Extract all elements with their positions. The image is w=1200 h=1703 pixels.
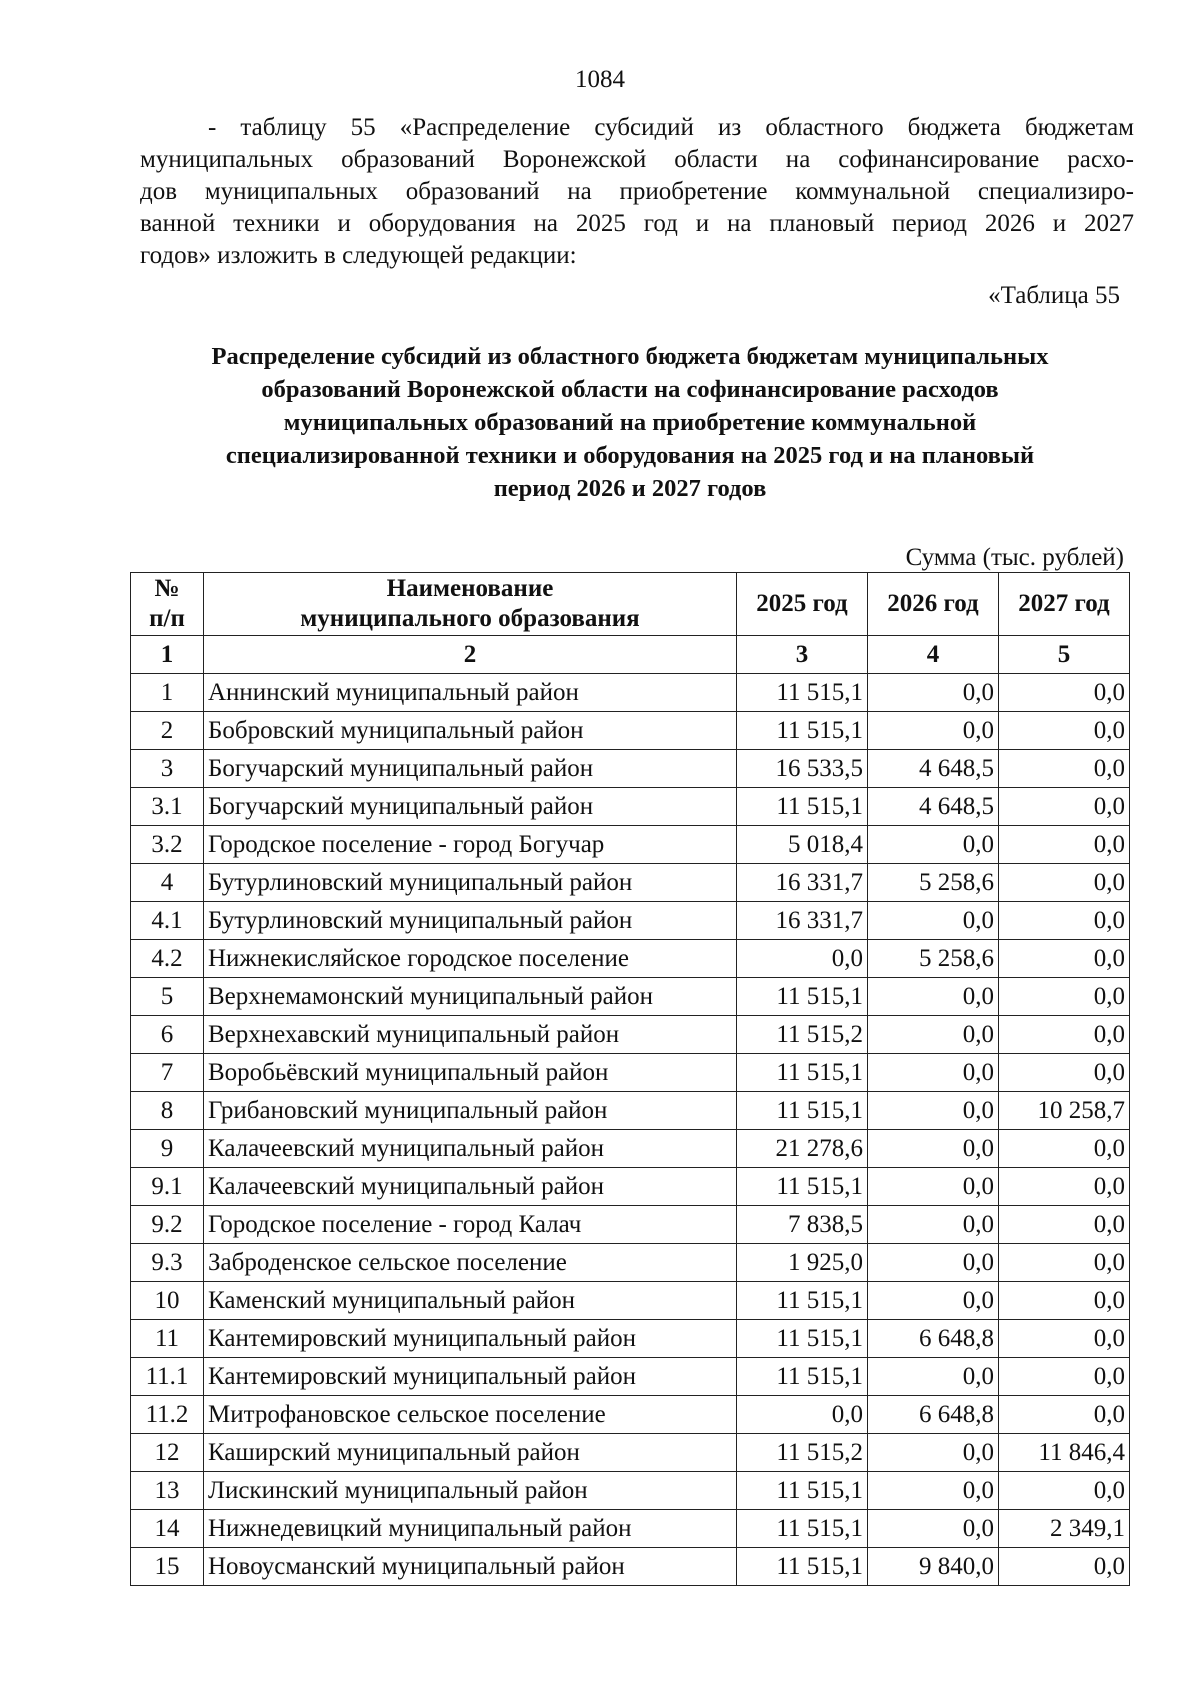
column-index: 2: [204, 636, 737, 674]
municipality-name-cell: Аннинский муниципальный район: [204, 674, 737, 712]
municipality-name-cell: Каширский муниципальный район: [204, 1434, 737, 1472]
subsidy-table: [130, 572, 1130, 1586]
row-number-cell: 10: [131, 1282, 204, 1320]
amount-2027-cell: 2 349,1: [999, 1510, 1130, 1548]
amount-2026-cell: 0,0: [868, 1016, 999, 1054]
municipality-name-cell: Каменский муниципальный район: [204, 1282, 737, 1320]
amount-2026-cell: 5 258,6: [868, 864, 999, 902]
amount-2026-cell: 0,0: [868, 1358, 999, 1396]
column-index: 1: [131, 636, 204, 674]
amount-2025-cell: 21 278,6: [737, 1130, 868, 1168]
municipality-name-cell: Верхнехавский муниципальный район: [204, 1016, 737, 1054]
amount-2025-cell: 11 515,2: [737, 1434, 868, 1472]
header-name-line2: муниципального образования: [300, 605, 640, 632]
table-row: [131, 750, 1130, 788]
amount-2026-cell: 0,0: [868, 1472, 999, 1510]
amount-2027-cell: 0,0: [999, 1130, 1130, 1168]
amount-2025-cell: 5 018,4: [737, 826, 868, 864]
table-row: [131, 1206, 1130, 1244]
municipality-name-cell: Митрофановское сельское поселение: [204, 1396, 737, 1434]
municipality-name-cell: Верхнемамонский муниципальный район: [204, 978, 737, 1016]
table-row: [131, 978, 1130, 1016]
column-index-row: [131, 636, 1130, 674]
row-number-cell: 2: [131, 712, 204, 750]
amount-2025-cell: 11 515,1: [737, 674, 868, 712]
table-row: [131, 1510, 1130, 1548]
amount-2027-cell: 0,0: [999, 712, 1130, 750]
header-2027: 2027 год: [999, 573, 1130, 636]
header-2025: 2025 год: [737, 573, 868, 636]
amount-2026-cell: 5 258,6: [868, 940, 999, 978]
row-number-cell: 15: [131, 1548, 204, 1586]
amount-2027-cell: 0,0: [999, 1396, 1130, 1434]
row-number-cell: 9: [131, 1130, 204, 1168]
municipality-name-cell: Бутурлиновский муниципальный район: [204, 902, 737, 940]
row-number-cell: 6: [131, 1016, 204, 1054]
amount-2027-cell: 0,0: [999, 826, 1130, 864]
row-number-cell: 4.2: [131, 940, 204, 978]
municipality-name-cell: Городское поселение - город Калач: [204, 1206, 737, 1244]
amount-2026-cell: 0,0: [868, 712, 999, 750]
amount-2025-cell: 11 515,1: [737, 712, 868, 750]
amount-2025-cell: 16 331,7: [737, 902, 868, 940]
row-number-cell: 11.1: [131, 1358, 204, 1396]
municipality-name-cell: Воробьёвский муниципальный район: [204, 1054, 737, 1092]
municipality-name-cell: Калачеевский муниципальный район: [204, 1168, 737, 1206]
municipality-name-cell: Бутурлиновский муниципальный район: [204, 864, 737, 902]
municipality-name-cell: Нижнекисляйское городское поселение: [204, 940, 737, 978]
intro-line: - таблицу 55 «Распределение субсидий из областного бюджета бюджетам: [208, 114, 1134, 141]
intro-paragraph: [140, 112, 1134, 272]
intro-line: годов» изложить в следующей редакции:: [140, 242, 577, 269]
amount-2025-cell: 11 515,1: [737, 1168, 868, 1206]
amount-2026-cell: 0,0: [868, 1434, 999, 1472]
table-row: [131, 940, 1130, 978]
row-number-cell: 5: [131, 978, 204, 1016]
row-number-cell: 13: [131, 1472, 204, 1510]
amount-2025-cell: 7 838,5: [737, 1206, 868, 1244]
table-row: [131, 712, 1130, 750]
amount-2026-cell: 4 648,5: [868, 788, 999, 826]
amount-2027-cell: 0,0: [999, 1244, 1130, 1282]
table-row: [131, 1282, 1130, 1320]
row-number-cell: 3.2: [131, 826, 204, 864]
amount-2025-cell: 16 331,7: [737, 864, 868, 902]
amount-2027-cell: 0,0: [999, 1168, 1130, 1206]
table-row: [131, 826, 1130, 864]
amount-2027-cell: 0,0: [999, 978, 1130, 1016]
amount-2027-cell: 0,0: [999, 940, 1130, 978]
header-number: [131, 573, 204, 636]
amount-2027-cell: 0,0: [999, 1548, 1130, 1586]
municipality-name-cell: Заброденское сельское поселение: [204, 1244, 737, 1282]
table-reference: «Таблица 55: [988, 282, 1120, 309]
amount-2027-cell: 0,0: [999, 1320, 1130, 1358]
header-number-line2: п/п: [149, 605, 185, 632]
amount-2025-cell: 11 515,1: [737, 788, 868, 826]
municipality-name-cell: Новоусманский муниципальный район: [204, 1548, 737, 1586]
municipality-name-cell: Кантемировский муниципальный район: [204, 1320, 737, 1358]
municipality-name-cell: Богучарский муниципальный район: [204, 750, 737, 788]
table-row: [131, 1434, 1130, 1472]
row-number-cell: 3.1: [131, 788, 204, 826]
title-line: муниципальных образований на приобретение коммунальной: [283, 409, 977, 436]
header-name: [204, 573, 737, 636]
row-number-cell: 8: [131, 1092, 204, 1130]
amount-2026-cell: 0,0: [868, 978, 999, 1016]
page-number: 1084: [575, 66, 625, 93]
amount-2026-cell: 6 648,8: [868, 1320, 999, 1358]
table-row: [131, 674, 1130, 712]
municipality-name-cell: Кантемировский муниципальный район: [204, 1358, 737, 1396]
table-row: [131, 1320, 1130, 1358]
intro-line: дов муниципальных образований на приобретение коммунальной специализиро-: [140, 178, 1134, 205]
amount-2027-cell: 0,0: [999, 674, 1130, 712]
table-row: [131, 864, 1130, 902]
header-name-line1: Наименование: [386, 575, 554, 602]
municipality-name-cell: Городское поселение - город Богучар: [204, 826, 737, 864]
municipality-name-cell: Нижнедевицкий муниципальный район: [204, 1510, 737, 1548]
table-row: [131, 902, 1130, 940]
amount-2027-cell: 0,0: [999, 864, 1130, 902]
amount-2026-cell: 0,0: [868, 1168, 999, 1206]
title-line: Распределение субсидий из областного бюджета бюджетам муниципальных: [211, 343, 1049, 370]
municipality-name-cell: Грибановский муниципальный район: [204, 1092, 737, 1130]
header-row: [131, 573, 1130, 636]
amount-2026-cell: 4 648,5: [868, 750, 999, 788]
table-row: [131, 1548, 1130, 1586]
column-index: 3: [737, 636, 868, 674]
row-number-cell: 1: [131, 674, 204, 712]
row-number-cell: 9.1: [131, 1168, 204, 1206]
amount-2026-cell: 0,0: [868, 1510, 999, 1548]
amount-2026-cell: 6 648,8: [868, 1396, 999, 1434]
row-number-cell: 4: [131, 864, 204, 902]
municipality-name-cell: Бобровский муниципальный район: [204, 712, 737, 750]
amount-2026-cell: 0,0: [868, 674, 999, 712]
amount-2027-cell: 0,0: [999, 1016, 1130, 1054]
table-row: [131, 1472, 1130, 1510]
row-number-cell: 11.2: [131, 1396, 204, 1434]
amount-2026-cell: 0,0: [868, 1282, 999, 1320]
amount-2026-cell: 0,0: [868, 902, 999, 940]
row-number-cell: 4.1: [131, 902, 204, 940]
table-row: [131, 1054, 1130, 1092]
amount-2025-cell: 11 515,1: [737, 1510, 868, 1548]
amount-2025-cell: 11 515,1: [737, 978, 868, 1016]
amount-2027-cell: 0,0: [999, 1206, 1130, 1244]
amount-2025-cell: 0,0: [737, 1396, 868, 1434]
amount-2025-cell: 11 515,1: [737, 1472, 868, 1510]
amount-2027-cell: 0,0: [999, 902, 1130, 940]
intro-line: ванной техники и оборудования на 2025 год и на плановый период 2026 и 2027: [140, 210, 1134, 237]
amount-2027-cell: 0,0: [999, 1472, 1130, 1510]
row-number-cell: 9.2: [131, 1206, 204, 1244]
amount-2025-cell: 11 515,1: [737, 1092, 868, 1130]
amount-2027-cell: 0,0: [999, 1282, 1130, 1320]
amount-2026-cell: 0,0: [868, 826, 999, 864]
municipality-name-cell: Калачеевский муниципальный район: [204, 1130, 737, 1168]
amount-2025-cell: 11 515,2: [737, 1016, 868, 1054]
row-number-cell: 14: [131, 1510, 204, 1548]
amount-2025-cell: 16 533,5: [737, 750, 868, 788]
amount-2027-cell: 0,0: [999, 788, 1130, 826]
title-line: специализированной техники и оборудования на 2025 год и на плановый: [225, 442, 1035, 469]
row-number-cell: 12: [131, 1434, 204, 1472]
municipality-name-cell: Богучарский муниципальный район: [204, 788, 737, 826]
row-number-cell: 7: [131, 1054, 204, 1092]
column-index: 5: [999, 636, 1130, 674]
amount-2027-cell: 0,0: [999, 1054, 1130, 1092]
table-row: [131, 1168, 1130, 1206]
amount-2026-cell: 0,0: [868, 1130, 999, 1168]
amount-2027-cell: 10 258,7: [999, 1092, 1130, 1130]
table-title: [130, 340, 1130, 505]
amount-2027-cell: 11 846,4: [999, 1434, 1130, 1472]
amount-2026-cell: 9 840,0: [868, 1548, 999, 1586]
amount-2025-cell: 11 515,1: [737, 1320, 868, 1358]
amount-2025-cell: 11 515,1: [737, 1358, 868, 1396]
table-row: [131, 1396, 1130, 1434]
row-number-cell: 11: [131, 1320, 204, 1358]
amount-2025-cell: 11 515,1: [737, 1548, 868, 1586]
title-line: период 2026 и 2027 годов: [493, 475, 767, 502]
table-row: [131, 1130, 1130, 1168]
amount-2027-cell: 0,0: [999, 750, 1130, 788]
amount-2025-cell: 11 515,1: [737, 1054, 868, 1092]
municipality-name-cell: Лискинский муниципальный район: [204, 1472, 737, 1510]
intro-line: муниципальных образований Воронежской области на софинансирование расхо-: [140, 146, 1134, 173]
table-row: [131, 1358, 1130, 1396]
row-number-cell: 3: [131, 750, 204, 788]
amount-2026-cell: 0,0: [868, 1054, 999, 1092]
column-index: 4: [868, 636, 999, 674]
row-number-cell: 9.3: [131, 1244, 204, 1282]
amount-2027-cell: 0,0: [999, 1358, 1130, 1396]
table-row: [131, 788, 1130, 826]
title-line: образований Воронежской области на софинансирование расходов: [261, 376, 999, 403]
header-2026: 2026 год: [868, 573, 999, 636]
amount-2025-cell: 0,0: [737, 940, 868, 978]
amount-2026-cell: 0,0: [868, 1244, 999, 1282]
amount-2026-cell: 0,0: [868, 1092, 999, 1130]
units-label: Сумма (тыс. рублей): [905, 544, 1124, 571]
table-row: [131, 1016, 1130, 1054]
table-row: [131, 1244, 1130, 1282]
amount-2025-cell: 1 925,0: [737, 1244, 868, 1282]
amount-2026-cell: 0,0: [868, 1206, 999, 1244]
amount-2025-cell: 11 515,1: [737, 1282, 868, 1320]
table-body: [131, 674, 1130, 1586]
table-row: [131, 1092, 1130, 1130]
header-number-line1: №: [154, 575, 180, 602]
